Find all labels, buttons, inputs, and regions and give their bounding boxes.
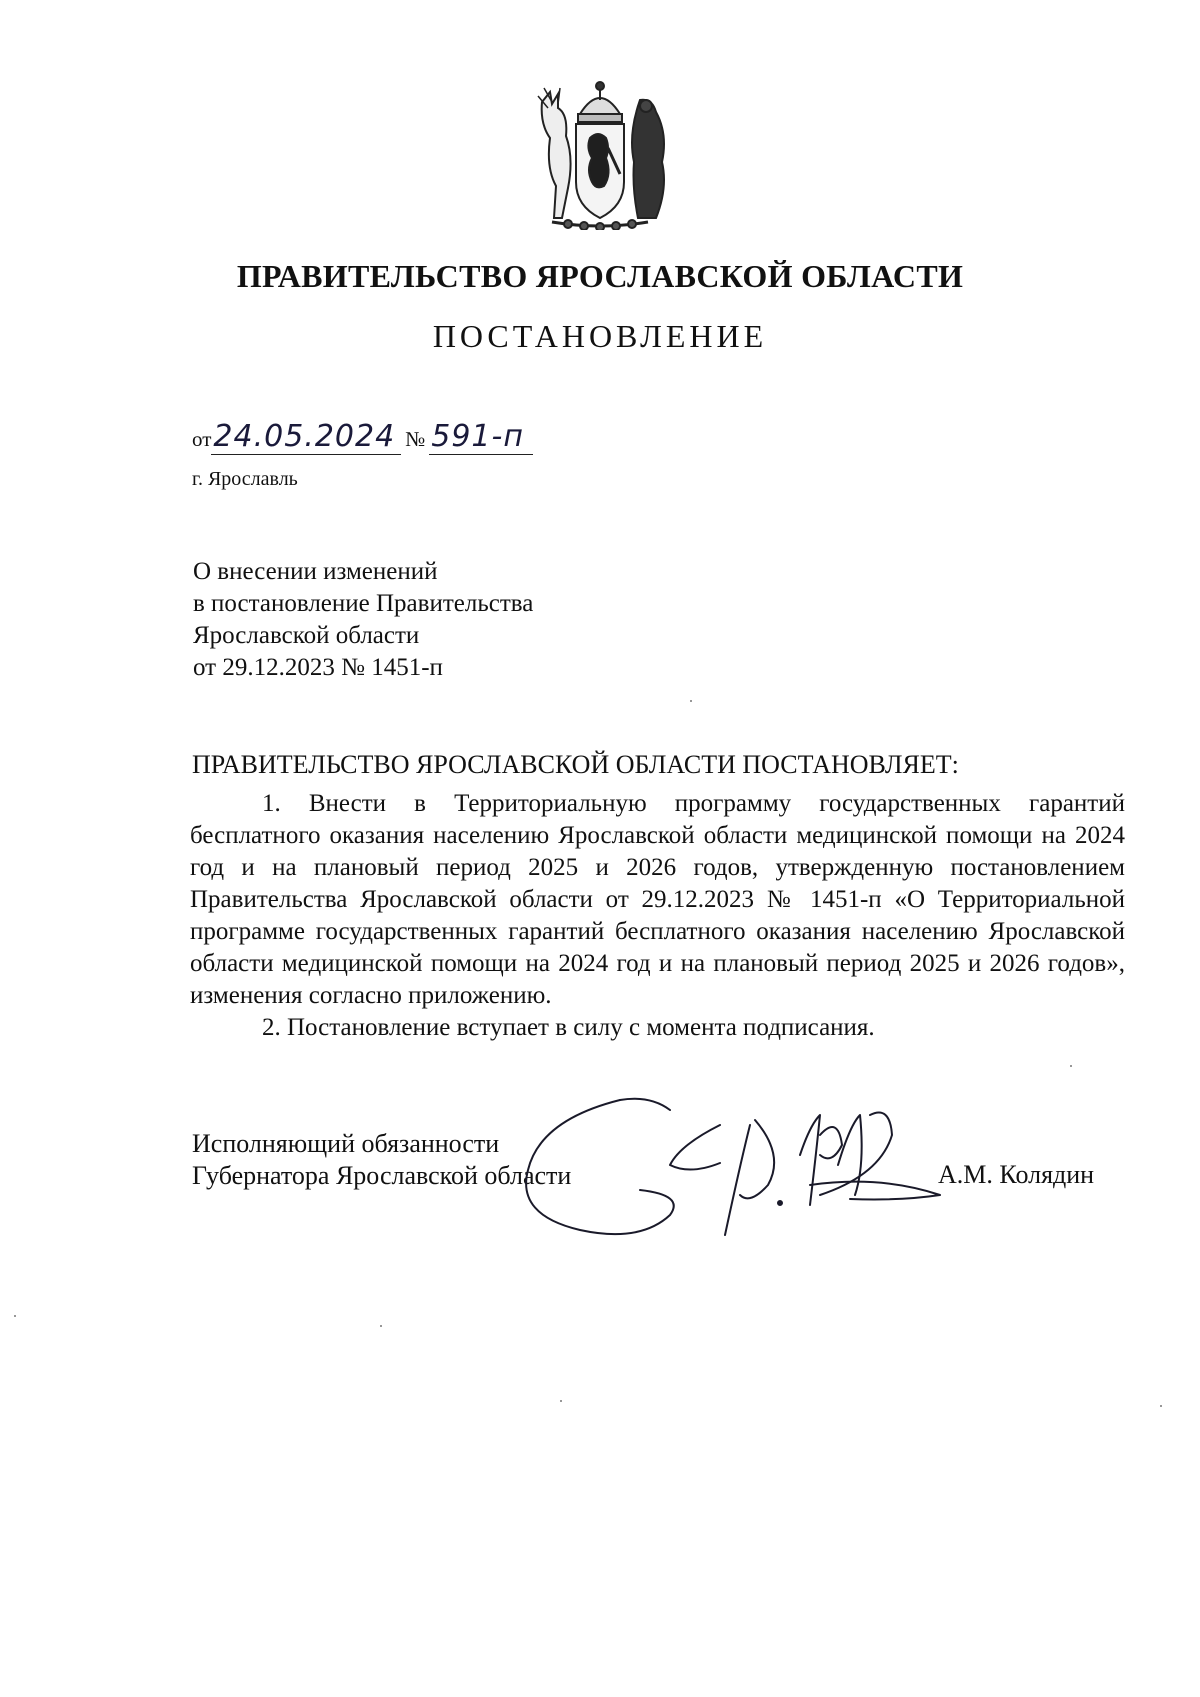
handwritten-date: 24.05.2024 [211, 420, 401, 455]
scan-speck [380, 1325, 382, 1327]
organization-title: ПРАВИТЕЛЬСТВО ЯРОСЛАВСКОЙ ОБЛАСТИ [236, 258, 964, 294]
subject-line: Ярославской области [193, 622, 420, 649]
scan-speck [14, 1315, 16, 1317]
decree-header: ПРАВИТЕЛЬСТВО ЯРОСЛАВСКОЙ ОБЛАСТИ ПОСТАНОВЛЯЕТ: [192, 750, 959, 779]
subject-line: в постановление Правительства [193, 590, 534, 617]
handwritten-signature [520, 1095, 980, 1245]
signer-role-line: Губернатора Ярославской области [192, 1161, 572, 1190]
signer-name: А.М. Колядин [938, 1160, 1095, 1189]
subject-block [193, 556, 533, 684]
registration-line [192, 420, 533, 455]
decree-item: 2. Постановление вступает в силу с момента подписания. [262, 1014, 875, 1041]
subject-line: О внесении изменений [193, 558, 438, 585]
city: г. Ярославль [192, 468, 298, 490]
decree-body [190, 788, 1125, 1044]
scan-speck [690, 700, 692, 702]
subject-line: от 29.12.2023 № 1451-п [193, 654, 443, 681]
number-prefix: № [405, 427, 426, 451]
decree-item: 1. Внести в Территориальную программу государственных гарантий бесплатного оказания населению Ярославской области медицинской помощи на 2024 год и на плановый период 2025 и 2026 годов, утвержденную постановлением Правительства Ярославской области от 29.12.2023 № 1451-п «О Территориальной программе государственных гарантий бесплатного оказания населению Ярославской области медицинской помощи на 2024 год и на плановый период 2025 и 2026 годов», изменения согласно приложению. [190, 790, 1125, 1009]
scan-speck [1160, 1405, 1162, 1407]
document-type: ПОСТАНОВЛЕНИЕ [432, 318, 768, 354]
handwritten-number: 591-п [429, 420, 533, 455]
scan-speck [1070, 1065, 1072, 1067]
signer-role [192, 1128, 571, 1192]
signer-role-line: Исполняющий обязанности [192, 1129, 500, 1158]
date-prefix: от [192, 427, 212, 451]
scan-speck [560, 1400, 562, 1402]
coat-of-arms-icon [528, 78, 672, 230]
